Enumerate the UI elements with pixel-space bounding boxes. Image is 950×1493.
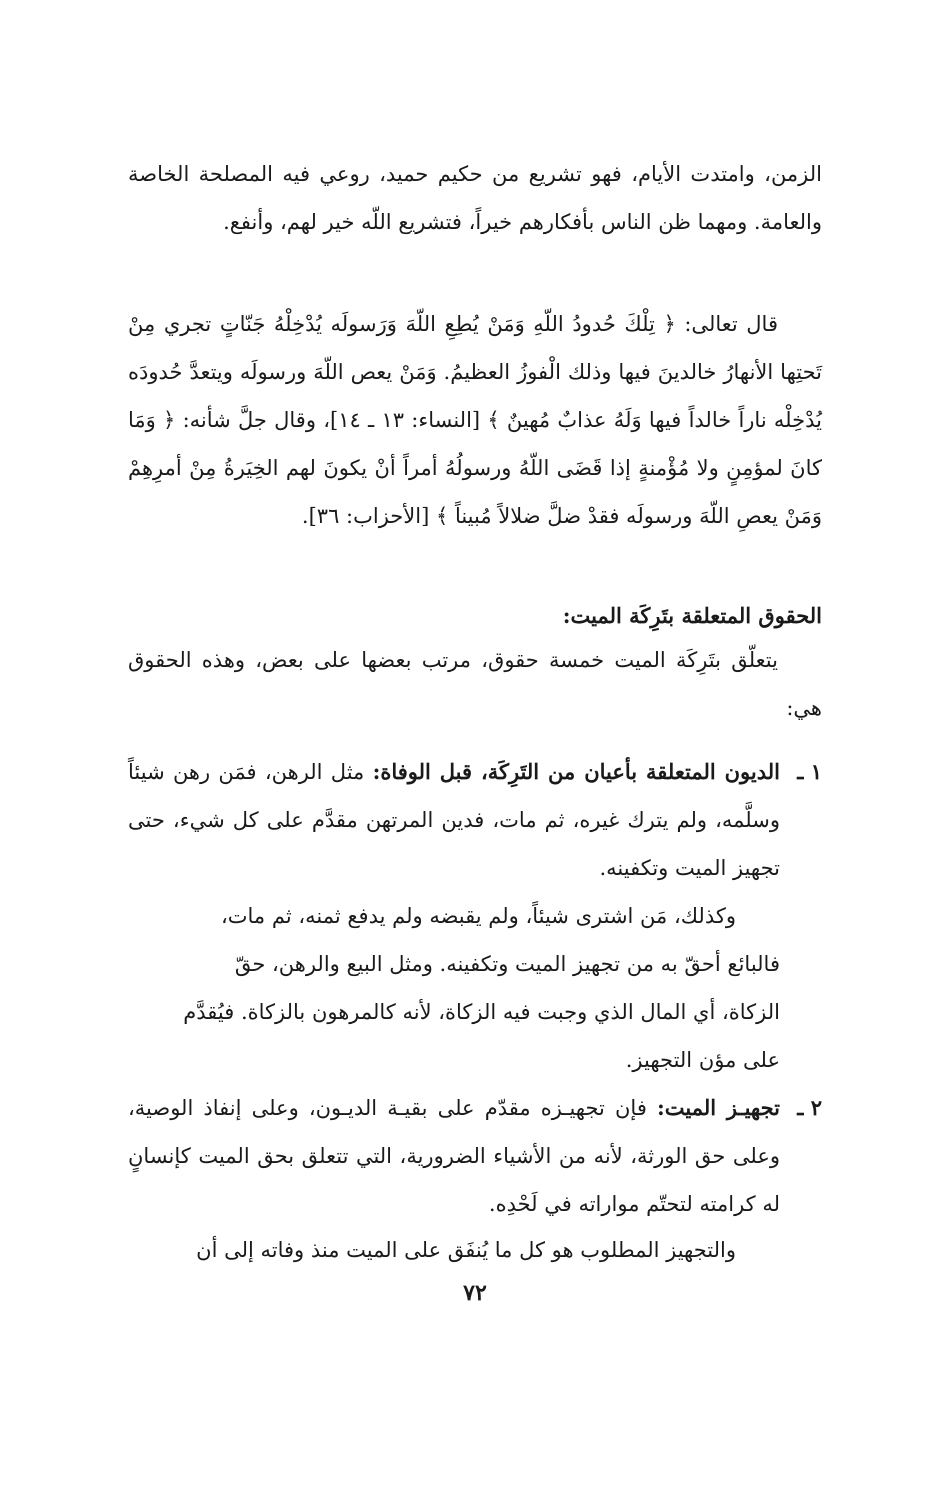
list-item-number: ١ ـ bbox=[797, 759, 822, 784]
page-number: ٧٢ bbox=[463, 1280, 487, 1306]
subparagraph-line: الزكاة، أي المال الذي وجبت فيه الزكاة، لأنه كالمرهون بالزكاة. فيُقدَّم bbox=[183, 1000, 780, 1024]
list-item-body bbox=[128, 1084, 780, 1228]
section-heading: الحقوق المتعلقة بتَرِكَة الميت: bbox=[562, 603, 822, 628]
list-item-number: ٢ ـ bbox=[797, 1095, 822, 1120]
list-item-1 bbox=[128, 748, 822, 892]
paragraph-quran-quote: قال تعالى: ﴿ تِلْكَ حُدودُ اللّهِ وَمَنْ يُطِعِ اللّهَ وَرَسولَه يُدْخِلْهُ جَنّاتٍ تجري مِنْ تَحتِها الأنهارُ خالدينَ فيها وذلك الْفوزُ العظيمُ. وَمَنْ يعص اللّهَ ورسولَه ويتعدَّ حُدودَه يُدْخِلْه ناراً خالداً فيها وَلَهُ عذابٌ مُهينٌ ﴾ [النساء: ١٣ ـ ١٤]، وقال جلَّ شأنه: ﴿ وَمَا كانَ لمؤمِنٍ ولا مُؤْمنةٍ إذا قَضَى اللّهُ ورسولُهُ أمراً أنْ يكونَ لهم الخِيَرةُ مِنْ أمرِهِمْ وَمَنْ يعصِ اللّهَ ورسولَه فقدْ ضلَّ ضلالاً مُبيناً ﴾ [الأحزاب: ٣٦]. bbox=[128, 312, 822, 528]
list-item-body bbox=[128, 748, 780, 892]
list-item-text: مثل الرهن، فمَن رهن شيئاً وسلَّمه، ولم يترك غيره، ثم مات، فدين المرتهن مقدَّم على كل شيء، حتى تجهيز الميت وتكفينه. bbox=[128, 760, 780, 880]
paragraph-intro: الزمن، وامتدت الأيام، فهو تشريع من حكيم حميد، روعي فيه المصلحة الخاصة والعامة. ومهما ظن الناس بأفكارهم خيراً، فتشريع اللّه خير لهم، وأنفع. bbox=[128, 162, 822, 234]
subparagraph-line: فالبائع أحقّ به من تجهيز الميت وتكفينه. ومثل البيع والرهن، حقّ bbox=[234, 952, 780, 976]
list-item-2 bbox=[128, 1084, 822, 1228]
subparagraph-line: وكذلك، مَن اشترى شيئاً، ولم يقبضه ولم يدفع ثمنه، ثم مات، bbox=[220, 904, 736, 928]
list-item-title: تجهيـز الميت: bbox=[656, 1095, 780, 1120]
list-item-2-subparagraph: والتجهيز المطلوب هو كل ما يُنفَق على الميت منذ وفاته إلى أن bbox=[196, 1238, 736, 1262]
list-item-text: فإن تجهيـزه مقدّم على بقيـة الديـون، وعلى إنفاذ الوصية، وعلى حق الورثة، لأنه من الأشياء الضرورية، التي تتعلق بحق الميت كإنسانٍ له كرامته لتحتّم مواراته في لَحْدِه. bbox=[128, 1096, 780, 1216]
section-intro-paragraph: يتعلّق بتَرِكَة الميت خمسة حقوق، مرتب بعضها على بعض، وهذه الحقوق هي: bbox=[128, 648, 822, 720]
list-item-1-subparagraph bbox=[128, 892, 780, 1084]
subparagraph-line: على مؤن التجهيز. bbox=[625, 1048, 780, 1072]
list-item-title: الديون المتعلقة بأعيان من التَرِكَة، قبل الوفاة: bbox=[372, 759, 780, 784]
